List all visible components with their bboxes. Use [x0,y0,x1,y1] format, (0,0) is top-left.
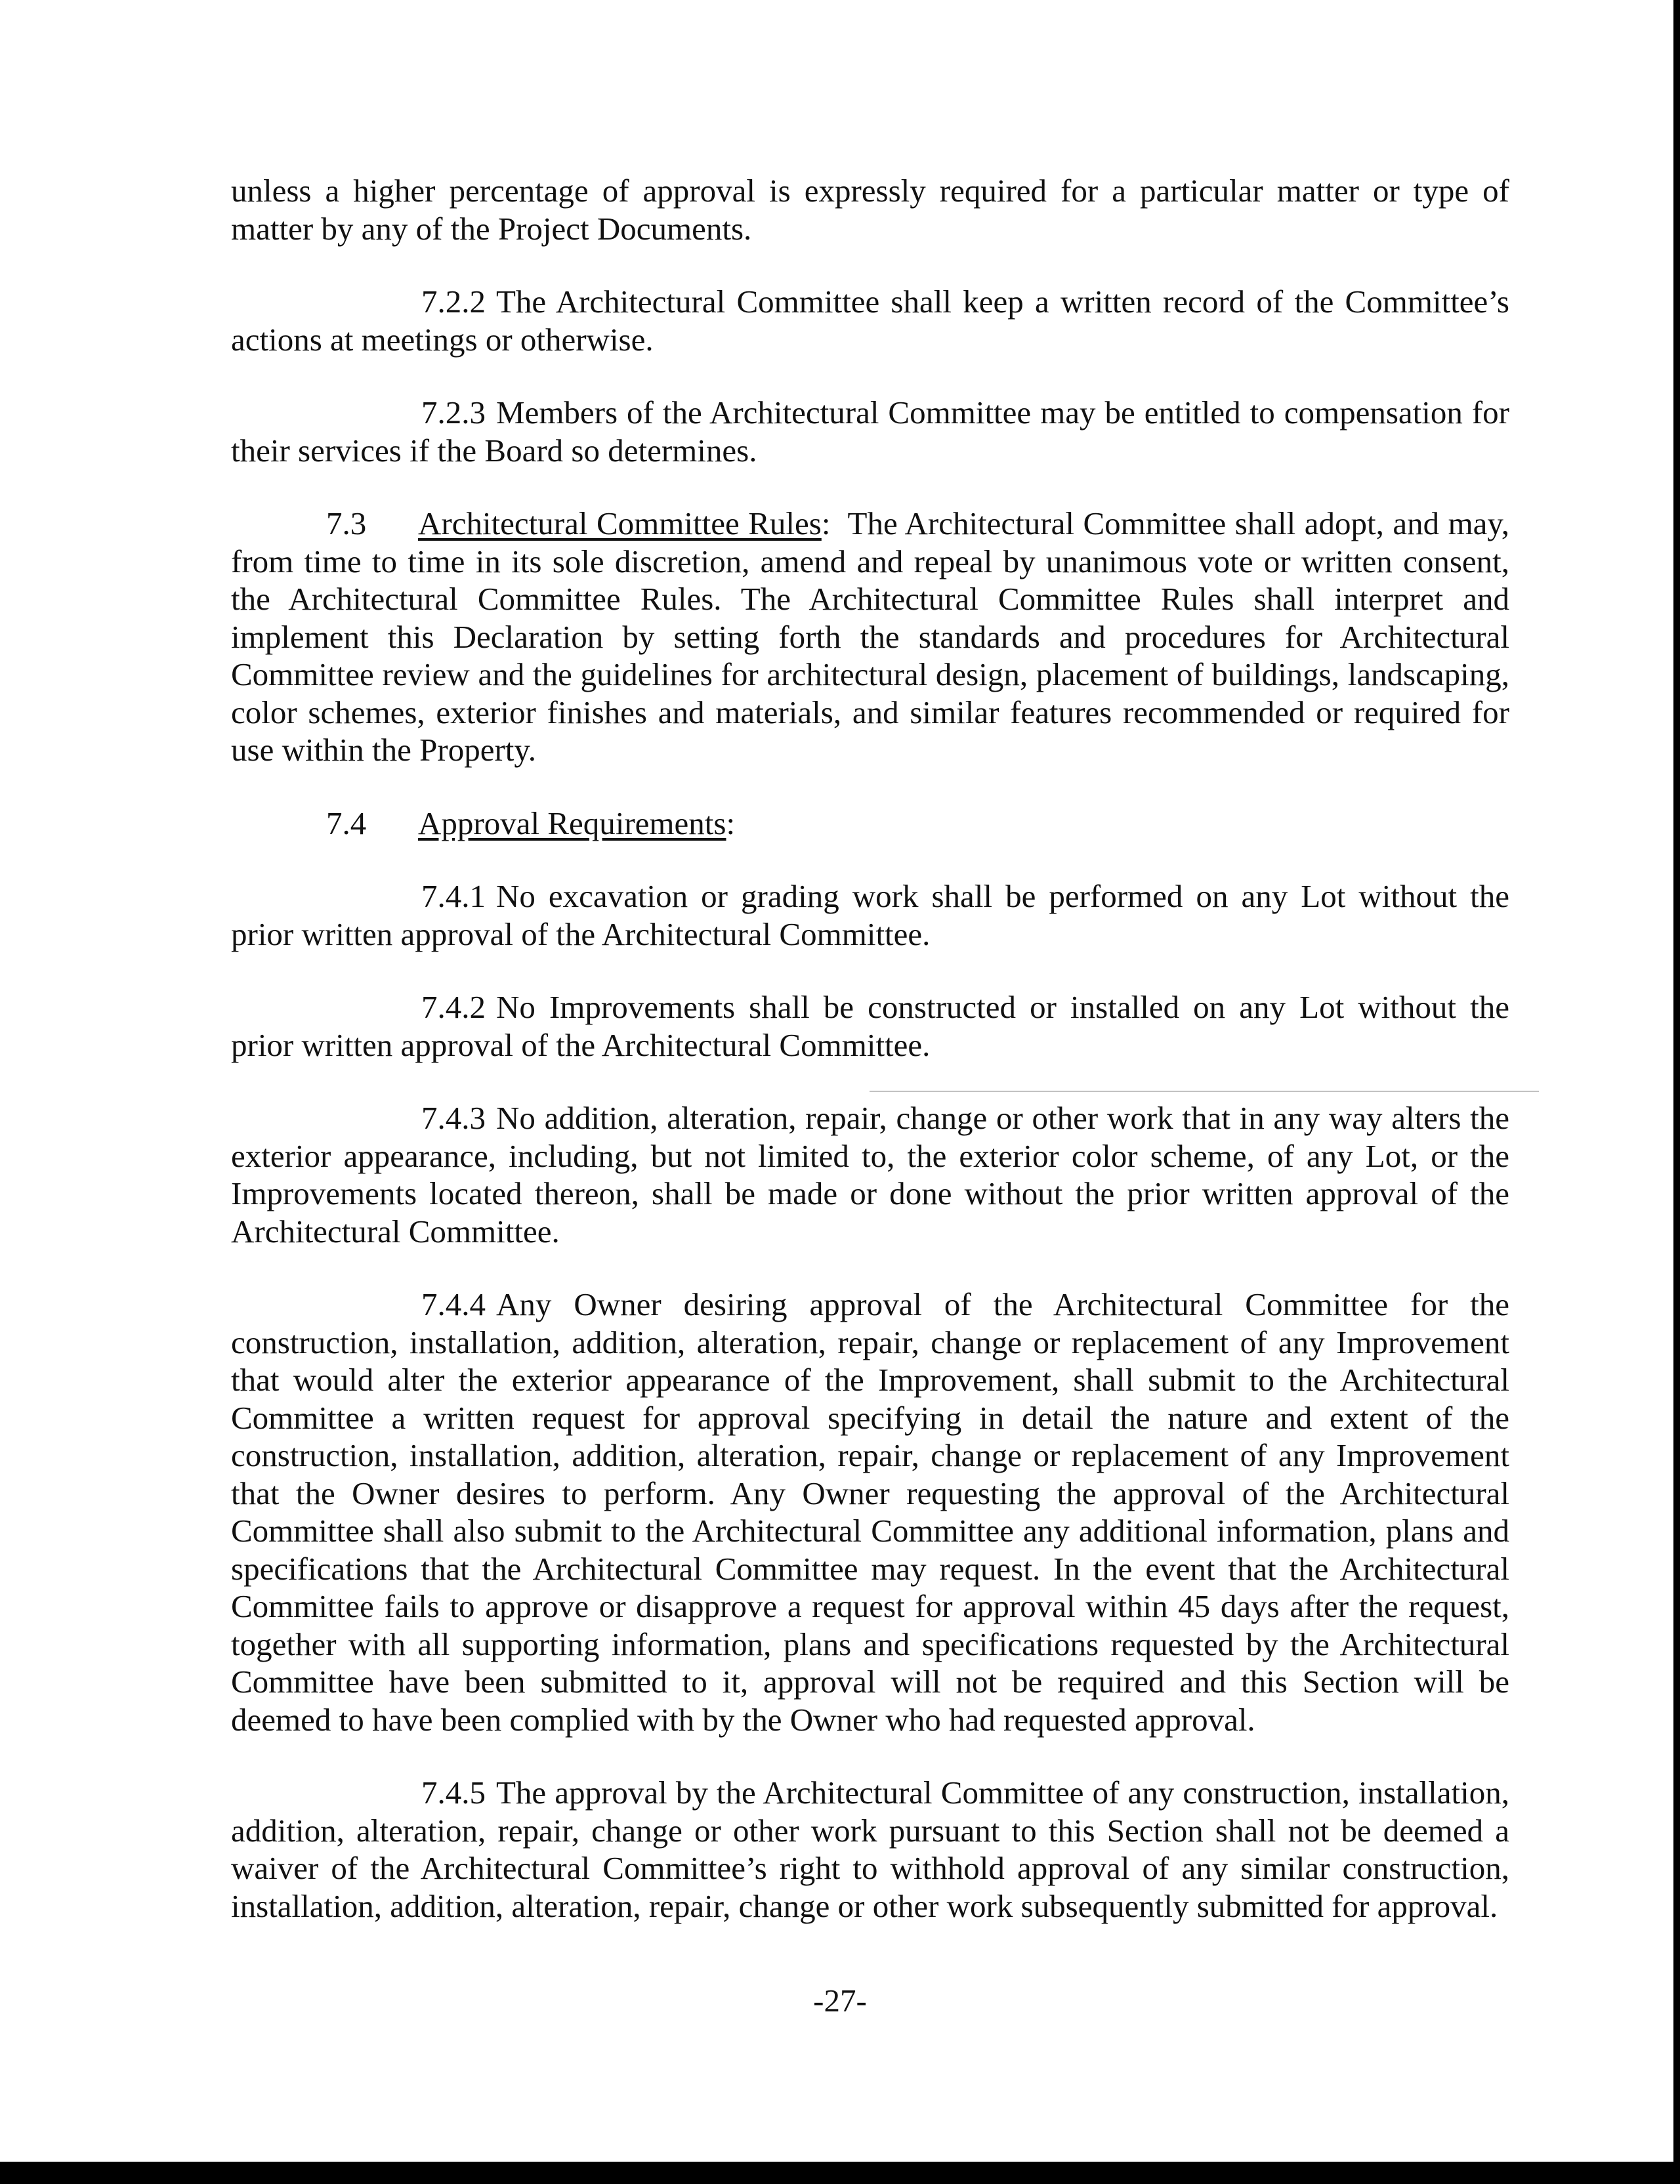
paragraph-text: The Architectural Committee shall keep a written record of the Committee’s actions at meetings or otherwise. [231,284,1509,358]
section-number: 7.4.3 [421,1100,486,1136]
section-heading: Approval Requirements [418,805,726,841]
paragraph-7-4-4 [231,1286,1509,1738]
section-number: 7.4.4 [421,1286,486,1322]
scan-edge-right [1673,0,1680,2184]
paragraph-continuation [231,172,1509,247]
paragraph-text: No excavation or grading work shall be performed on any Lot without the prior written approval of the Architectural Committee. [231,878,1509,952]
scan-edge-bottom [0,2162,1680,2184]
paragraph-7-2-2 [231,283,1509,358]
paragraph-text: No addition, alteration, repair, change or other work that in any way alters the exterior appearance, including, but not limited to, the exterior color scheme, of any Lot, or the Improvements located thereon, shall be made or done without the prior written approval of the Architectural Committee. [231,1100,1509,1250]
page-number: -27- [813,1983,867,2019]
section-number: 7.4.5 [421,1774,486,1811]
section-heading: Architectural Committee Rules [418,505,822,541]
paragraph-7-4: 7.4 Approval Requirements: [326,805,736,841]
paragraph-7-4-5 [231,1774,1509,1925]
section-number: 7.4.2 [421,989,486,1025]
paragraph-7-3: 7.3 Architectural Committee Rules: The Architectural Committee shall adopt, and may, from time to time in its sole discretion, amend and repeal by unanimous vote or written consent, the Architectural Committee Rules. The Architectural Committee Rules shall interpret and implement this Declaration by setting forth the standards and procedures for Architectural Committee review and the guidelines for architectural design, placement of buildings, landscaping, color schemes, exterior finishes and materials, and similar features recommended or required for use within the Property. [231,505,1509,768]
paragraph-7-4-2 [231,988,1509,1064]
section-number: 7.3 [326,505,367,541]
section-number: 7.2.2 [421,284,486,320]
section-number: 7.2.3 [421,394,486,430]
paragraph-text: No Improvements shall be constructed or installed on any Lot without the prior written approval of the Architectural Committee. [231,989,1509,1063]
paragraph-text: Any Owner desiring approval of the Architectural Committee for the construction, installation, addition, alteration, repair, change or replacement of any Improvement that would alter the exterior appearance of the Improvement, shall submit to the Architectural Committee a written request for approval specifying in detail the nature and extent of the construction, installation, addition, alteration, repair, change or replacement of any Improvement that the Owner desires to perform. Any Owner requesting the approval of the Architectural Committee shall also submit to the Architectural Committee any additional information, plans and specifications that the Architectural Committee may request. In the event that the Architectural Committee fails to approve or disapprove a request for approval within 45 days after the request, together with all supporting information, plans and specifications requested by the Architectural Committee have been submitted to it, approval will not be required and this Section will be deemed to have been complied with by the Owner who had requested approval. [231,1286,1509,1738]
paragraph-text: Members of the Architectural Committee may be entitled to compensation for their services if the Board so determines. [231,394,1509,469]
paragraph-text: The approval by the Architectural Committee of any construction, installation, addition, alteration, repair, change or other work pursuant to this Section shall not be deemed a waiver of the Architectural Committee’s right to withhold approval of any similar construction, installation, addition, alteration, repair, change or other work subsequently submitted for approval. [231,1774,1509,1924]
section-number: 7.4.1 [421,878,486,914]
paragraph-text: unless a higher percentage of approval is expressly required for a particular matter or type of matter by any of the Project Documents. [231,173,1509,247]
paragraph-text: The Architectural Committee shall adopt, and may, from time to time in its sole discretion, amend and repeal by unanimous vote or written consent, the Architectural Committee Rules. The Architectural Committee Rules shall interpret and implement this Declaration by setting forth the standards and procedures for Architectural Committee review and the guidelines for architectural design, placement of buildings, landscaping, color schemes, exterior finishes and materials, and similar features recommended or required for use within the Property. [231,505,1509,768]
section-number: 7.4 [326,805,367,841]
document-page [231,172,1509,1960]
paragraph-7-4-3 [231,1099,1509,1250]
paragraph-7-2-3 [231,394,1509,469]
paragraph-7-4-1 [231,877,1509,953]
